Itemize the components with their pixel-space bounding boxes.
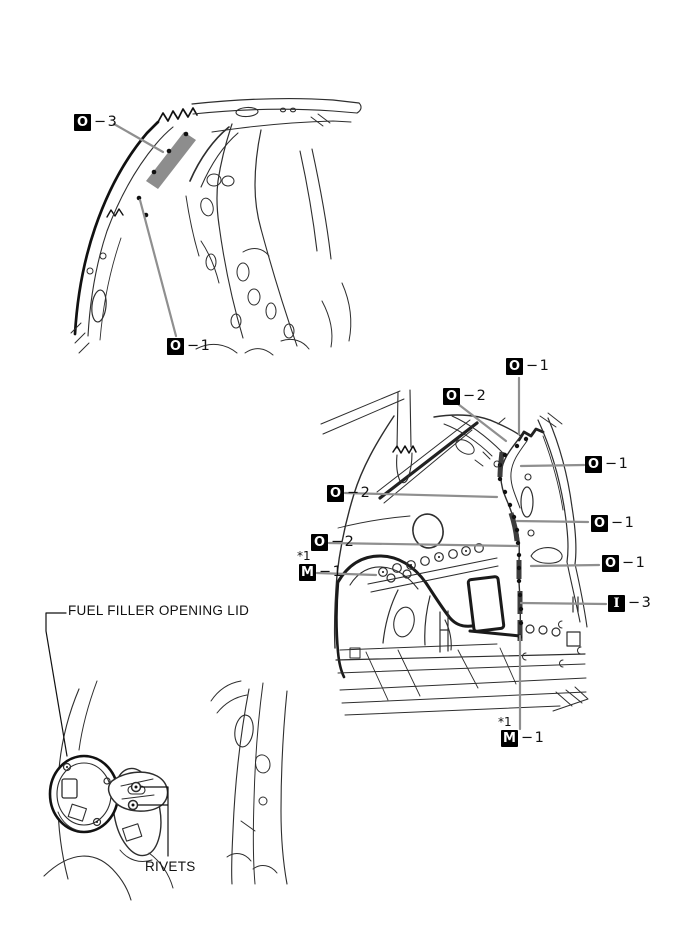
badge-m: M bbox=[299, 564, 316, 581]
badge-o: O bbox=[602, 555, 619, 572]
flange-zigzag bbox=[158, 108, 197, 122]
callout-suffix: −2 bbox=[347, 485, 372, 501]
callout-o-1-quarter-lower-right bbox=[602, 555, 646, 572]
drip-rail-dark bbox=[380, 423, 477, 498]
sash-bracket bbox=[393, 390, 416, 483]
callout-o-1-pillar bbox=[167, 338, 211, 355]
callout-m-1-quarter-bottom bbox=[501, 730, 545, 747]
badge-m: M bbox=[501, 730, 518, 747]
callout-suffix: −2 bbox=[463, 388, 488, 404]
door-opening-edge bbox=[498, 436, 562, 643]
corner-seal-dark bbox=[519, 429, 543, 440]
callout-suffix: −1 bbox=[526, 358, 551, 374]
adjacent-panel-sketch bbox=[211, 681, 287, 884]
badge-o: O bbox=[506, 358, 523, 375]
note-asterisk-1-left: *1 bbox=[297, 549, 311, 563]
callout-suffix: −1 bbox=[521, 730, 546, 746]
quarter-panel-diagram bbox=[317, 378, 606, 729]
badge-o: O bbox=[74, 114, 91, 131]
callout-i-3-quarter bbox=[608, 595, 652, 612]
callout-suffix: −1 bbox=[319, 564, 344, 580]
fuel-filler-opening-lid-label: FUEL FILLER OPENING LID bbox=[68, 603, 250, 618]
spot-weld-circles bbox=[379, 544, 484, 582]
callout-o-2-quarter-top bbox=[443, 388, 487, 405]
fuel-lid bbox=[50, 756, 118, 832]
callout-o-1-quarter-upper-right bbox=[585, 456, 629, 473]
callout-o-3-pillar bbox=[74, 114, 118, 131]
badge-o: O bbox=[311, 534, 328, 551]
callout-suffix: −1 bbox=[611, 515, 636, 531]
underbody-structure bbox=[336, 590, 588, 715]
roof-rail bbox=[192, 99, 361, 132]
callout-suffix: −3 bbox=[94, 114, 119, 130]
callout-suffix: −1 bbox=[605, 456, 630, 472]
callout-o-2-quarter-mid bbox=[327, 485, 371, 502]
callout-o-2-quarter-lower bbox=[311, 534, 355, 551]
badge-i: I bbox=[608, 595, 625, 612]
pillar-structure bbox=[186, 124, 331, 346]
fuel-filler-lid-diagram bbox=[44, 613, 173, 900]
quarter-leader-lines bbox=[317, 378, 606, 729]
badge-o: O bbox=[443, 388, 460, 405]
callout-suffix: −2 bbox=[331, 534, 356, 550]
badge-o: O bbox=[585, 456, 602, 473]
badge-o: O bbox=[167, 338, 184, 355]
pillar-outer-contour bbox=[75, 122, 158, 334]
roof-side-pillar-diagram bbox=[71, 99, 361, 355]
badge-o: O bbox=[327, 485, 344, 502]
callout-suffix: −1 bbox=[622, 555, 647, 571]
sealer-strip bbox=[146, 132, 196, 189]
note-asterisk-1-bottom: *1 bbox=[498, 715, 512, 729]
callout-o-1-quarter-top bbox=[506, 358, 550, 375]
callout-suffix: −1 bbox=[187, 338, 212, 354]
access-opening bbox=[468, 576, 504, 631]
rivets-label: RIVETS bbox=[145, 859, 196, 874]
callout-o-1-quarter-mid-right bbox=[591, 515, 635, 532]
callout-suffix: −3 bbox=[628, 595, 653, 611]
callout-m-1-quarter-left bbox=[299, 564, 343, 581]
badge-o: O bbox=[591, 515, 608, 532]
